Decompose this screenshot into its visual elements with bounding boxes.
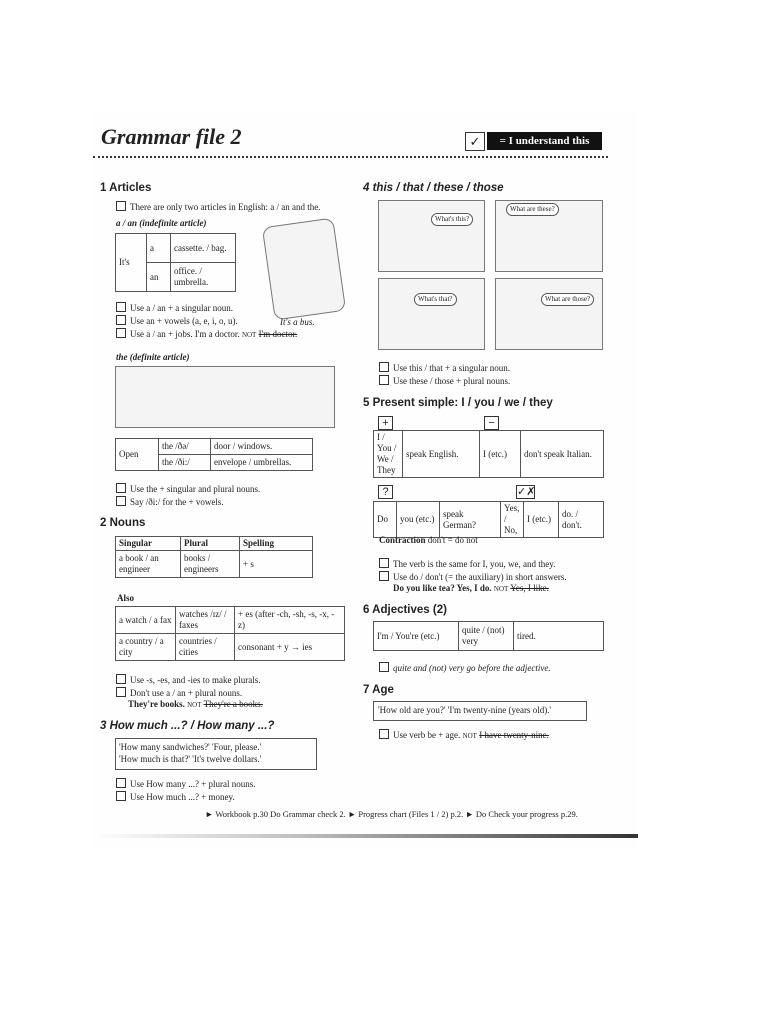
checkbox-icon[interactable] [116, 483, 126, 493]
rule-text: Don't use a / an + plural nouns. [130, 688, 243, 698]
noun-singular: a book / an engineer [116, 551, 181, 578]
age-dialogue: 'How old are you?' 'I'm twenty-nine (years old).' [378, 705, 552, 715]
a-cell: a [147, 234, 171, 263]
pronouns-cell: I / You / We / They [374, 431, 403, 478]
checkbox-icon[interactable] [379, 362, 389, 372]
noun-plural: countries / cities [176, 634, 235, 661]
checkbox-icon[interactable] [116, 674, 126, 684]
checkbox-icon[interactable] [379, 558, 389, 568]
answer-subject-cell: I (etc.) [524, 502, 559, 538]
age-rule [379, 729, 549, 742]
an-words-cell: office. / umbrella. [171, 263, 236, 292]
present-simple-example [393, 583, 549, 595]
scan-edge [93, 834, 638, 838]
adjectives-table [373, 621, 604, 651]
checkbox-icon[interactable] [379, 571, 389, 581]
train-illustration [115, 366, 335, 428]
rule-text: Use this / that + a singular noun. [393, 363, 511, 373]
articles-rule-1 [116, 302, 233, 314]
wrong-example: I'm doctor. [258, 329, 298, 339]
adjectives-rule [379, 662, 551, 674]
indefinite-article-table [115, 233, 236, 292]
the-pron-1: the /ðə/ [159, 439, 211, 455]
rule-text: Use do / don't (= the auxiliary) in short answers. [393, 572, 567, 582]
noun-spelling: + s [240, 551, 313, 578]
checkbox-icon[interactable] [379, 375, 389, 385]
indefinite-article-subheading: a / an (indefinite article) [116, 218, 207, 228]
noun-spelling: consonant + y → ies [235, 634, 345, 661]
age-box [373, 701, 587, 721]
dialogue-line: 'How much is that?' 'It's twelve dollars.' [119, 754, 262, 764]
question-sign-icon: ? [378, 485, 393, 499]
rule-text: Use verb be + age. [393, 730, 461, 740]
rule-text: quite and (not) very go before the adjective. [393, 663, 551, 673]
page-title: Grammar file 2 [101, 124, 242, 149]
the-rule-2 [116, 496, 224, 508]
bus-caption: It's a bus. [280, 317, 315, 327]
auxiliary-cell: do. / don't. [559, 502, 604, 538]
checkbox-icon[interactable] [116, 302, 126, 312]
wrong-example: They're a books. [203, 699, 263, 709]
contraction-label: Contraction [379, 535, 426, 545]
contraction-note [379, 535, 478, 546]
the-words-2: envelope / umbrellas. [211, 455, 313, 471]
articles-intro [116, 201, 320, 213]
how-much-rule [116, 791, 235, 803]
these-those-rule [379, 375, 510, 387]
also-label: Also [117, 593, 135, 603]
present-simple-question-table [373, 501, 604, 538]
definite-article-subheading: the (definite article) [116, 352, 190, 362]
not-label: NOT [493, 585, 509, 593]
checkbox-icon[interactable] [116, 778, 126, 788]
noun-plural: watches /ɪz/ / faxes [176, 607, 235, 634]
rule-text: Say /ði:/ for the + vowels. [130, 497, 224, 507]
definite-article-table [115, 438, 313, 471]
section-present-simple-heading: 5 Present simple: I / you / we / they [363, 397, 553, 409]
question-verb-cell: speak German? [440, 502, 501, 538]
noun-spelling: + es (after -ch, -sh, -s, -x, -z) [235, 607, 345, 634]
rule-text: Use How many ...? + plural nouns. [130, 779, 256, 789]
the-words-1: door / windows. [211, 439, 313, 455]
speech-bubble: What's this? [431, 213, 473, 226]
rule-text: Use an + vowels (a, e, i, o, u). [130, 316, 238, 326]
section-how-much-heading: 3 How much ...? / How many ...? [100, 720, 275, 732]
section-nouns-heading: 2 Nouns [100, 517, 146, 529]
positive-sign-icon: + [378, 416, 393, 430]
question-subject-cell: you (etc.) [397, 502, 440, 538]
checkbox-icon[interactable] [116, 791, 126, 801]
not-label: NOT [241, 331, 257, 339]
checkbox-icon[interactable] [116, 328, 126, 338]
header-divider [93, 156, 608, 158]
contraction-text: don't = do not [427, 535, 478, 545]
not-label: NOT [462, 732, 477, 740]
footer-references: ► Workbook p.30 Do Grammar check 2. ► Progress chart (Files 1 / 2) p.2. ► Do Check your progress p.29. [205, 809, 578, 819]
open-cell: Open [116, 439, 159, 471]
understand-legend: = I understand this [487, 132, 602, 150]
rule-text: Use -s, -es, and -ies to make plurals. [130, 675, 261, 685]
correct-example: Do you like tea? Yes, I do. [393, 583, 492, 593]
section-adjectives-heading: 6 Adjectives (2) [363, 604, 447, 616]
an-cell: an [147, 263, 171, 292]
rule-text: Use a / an + jobs. I'm a doctor. [130, 329, 240, 339]
present-simple-rule-1 [379, 558, 555, 570]
header-spelling: Spelling [240, 537, 313, 551]
correct-example: They're books. [128, 699, 185, 709]
adjective-subject-cell: I'm / You're (etc.) [374, 622, 459, 651]
articles-rule-2 [116, 315, 238, 327]
header-singular: Singular [116, 537, 181, 551]
a-words-cell: cassette. / bag. [171, 234, 236, 263]
rule-text: Use a / an + a singular noun. [130, 303, 234, 313]
header-plural: Plural [181, 537, 240, 551]
speech-bubble: What are those? [541, 293, 594, 306]
the-pron-2: the /ði:/ [159, 455, 211, 471]
checkbox-icon[interactable] [116, 201, 126, 211]
speech-bubble: What's that? [414, 293, 457, 306]
illustration-that [378, 278, 485, 350]
noun-singular: a country / a city [116, 634, 176, 661]
do-cell: Do [374, 502, 397, 538]
yes-no-cell: Yes, / No, [501, 502, 524, 538]
illustration-this [378, 200, 485, 272]
rule-text: Use the + singular and plural nouns. [130, 484, 261, 494]
present-simple-rule-2 [379, 571, 567, 583]
present-simple-positive-table [373, 430, 604, 478]
the-rule-1 [116, 483, 260, 495]
checkbox-icon[interactable] [379, 729, 389, 739]
articles-rule-3 [116, 328, 297, 341]
not-label: NOT [187, 701, 202, 709]
adjective-modifier-cell: quite / (not) very [459, 622, 514, 651]
understand-checkbox-icon: ✓ [465, 132, 485, 151]
how-much-box [115, 738, 317, 770]
rule-text: Use these / those + plural nouns. [393, 376, 511, 386]
wrong-example: Yes, I like. [510, 583, 549, 593]
nouns-also-table [115, 606, 345, 661]
speech-bubble: What are these? [506, 203, 559, 216]
bus-illustration [262, 217, 346, 320]
positive-verb-cell: speak English. [403, 431, 480, 478]
dialogue-line: 'How many sandwiches?' 'Four, please.' [119, 742, 262, 752]
wrong-example: I have twenty-nine. [479, 730, 549, 740]
negative-verb-cell: don't speak Italian. [521, 431, 604, 478]
rule-text: Use How much ...? + money. [130, 792, 235, 802]
noun-singular: a watch / a fax [116, 607, 176, 634]
checkbox-icon[interactable] [379, 662, 389, 672]
this-that-rule [379, 362, 510, 374]
negative-subject-cell: I (etc.) [480, 431, 521, 478]
negative-sign-icon: − [484, 416, 499, 430]
illustration-these [495, 200, 603, 272]
nouns-example [128, 699, 263, 711]
noun-plural: books / engineers [181, 551, 240, 578]
nouns-rule-2 [116, 687, 242, 699]
section-articles-heading: 1 Articles [100, 182, 152, 194]
section-age-heading: 7 Age [363, 684, 394, 696]
checkbox-icon[interactable] [116, 315, 126, 325]
intro-text: There are only two articles in English: a / an and the. [130, 202, 321, 212]
adjective-cell: tired. [514, 622, 604, 651]
short-answer-sign-icon: ✓✗ [517, 486, 536, 498]
worksheet-page [93, 112, 638, 850]
nouns-table [115, 536, 313, 578]
section-this-that-heading: 4 this / that / these / those [363, 182, 504, 194]
its-cell: It's [116, 234, 147, 292]
rule-text: The verb is the same for I, you, we, and they. [393, 559, 556, 569]
how-many-rule [116, 778, 256, 790]
checkbox-icon[interactable] [116, 687, 126, 697]
illustration-those [495, 278, 603, 350]
nouns-rule-1 [116, 674, 260, 686]
checkbox-icon[interactable] [116, 496, 126, 506]
